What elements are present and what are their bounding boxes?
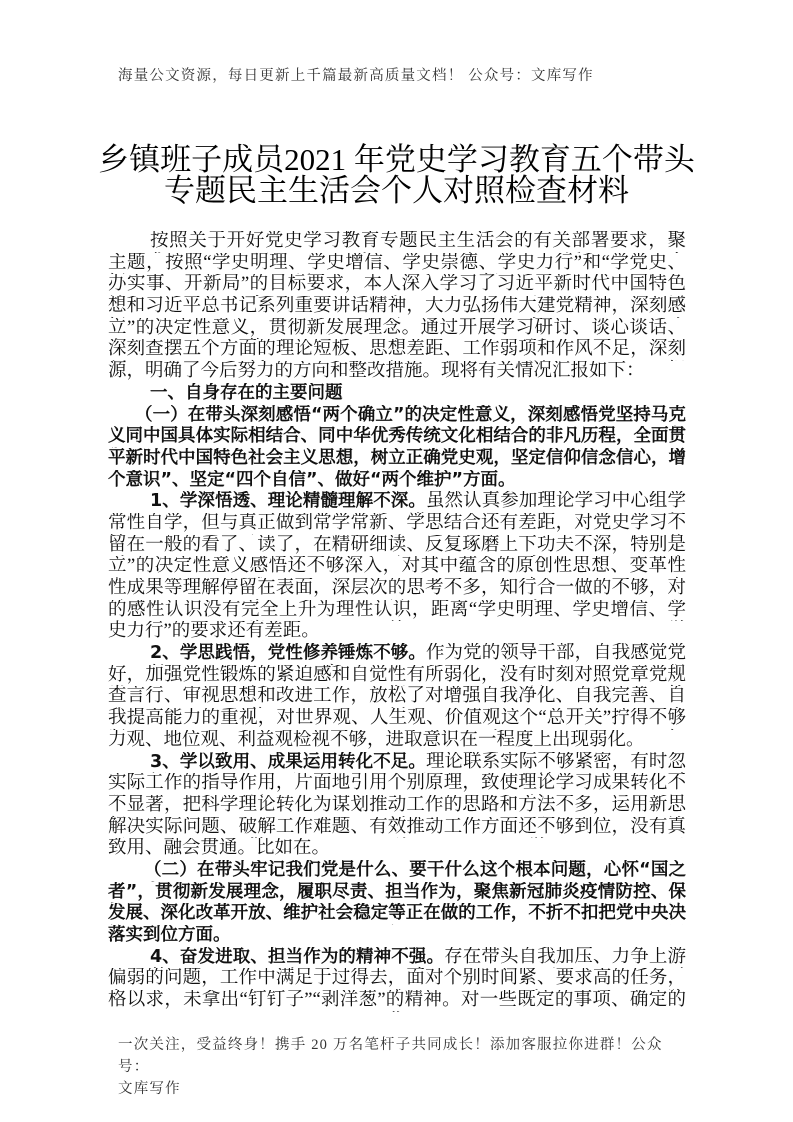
body-text: 理论联系实际不够紧密，有时忽 bbox=[425, 751, 686, 772]
bold-heading-text: 1、学深悟透、理论精髓理解不深。 bbox=[150, 491, 426, 512]
text-line bbox=[108, 274, 686, 296]
text-line bbox=[108, 947, 686, 969]
text-line bbox=[108, 752, 686, 774]
text-line bbox=[108, 253, 686, 275]
body-text: 我提高能力的重视，对世界观、人生观、价值观这个“总开关”拧得不够 bbox=[108, 708, 686, 729]
document-title-line-2: 专题民主生活会个人对照检查材料 bbox=[164, 173, 629, 208]
text-line bbox=[108, 968, 686, 990]
body-text: 致用、融会贯通。比如在。 bbox=[108, 838, 331, 859]
text-line bbox=[108, 361, 686, 383]
body-text: 实际工作的指导作用，片面地引用个别原理，致使理论学习成果转化不 bbox=[108, 773, 686, 794]
text-line bbox=[108, 838, 686, 860]
text-line bbox=[108, 578, 686, 600]
body-text: 想和习近平总书记系列重要讲话精神，大力弘扬伟大建党精神，深刻感 bbox=[108, 296, 686, 317]
text-line bbox=[108, 405, 686, 427]
text-line bbox=[108, 708, 686, 730]
text-line bbox=[108, 600, 686, 622]
bold-heading-text: 落实到位方面。 bbox=[108, 925, 231, 945]
body-text: 不显著，把科学理论转化为谋划推动工作的思路和方法不多，运用新思 bbox=[108, 794, 686, 815]
body-text: 主题，按照“学史明理、学史增信、学史崇德、学史力行”和“学党史、 bbox=[108, 252, 686, 273]
body-text: 常性自学，但与真正做到常学常新、学思结合还有差距，对党史学习不 bbox=[108, 512, 686, 533]
text-line bbox=[108, 730, 686, 752]
text-line bbox=[108, 621, 686, 643]
body-text: 作为党的领导干部，自我感觉党 bbox=[425, 643, 686, 664]
text-line bbox=[108, 448, 686, 470]
body-text: 偏弱的问题，工作中满足于过得去，面对个别时间紧、要求高的任务， bbox=[108, 968, 686, 989]
document-title-line-1: 乡镇班子成员2021 年党史学习教育五个带头 bbox=[98, 142, 695, 177]
body-text: 源，明确了今后努力的方向和整改措施。现将有关情况汇报如下： bbox=[108, 361, 645, 382]
bold-heading-text: 一、自身存在的主要问题 bbox=[150, 382, 343, 403]
text-line bbox=[108, 903, 686, 925]
page-header-promo: 海量公文资源，每日更新上千篇最新高质量文档！ 公众号：文库写作 bbox=[118, 68, 594, 84]
text-line bbox=[108, 535, 686, 557]
text-line bbox=[108, 383, 686, 405]
bold-heading-text: 者”，贯彻新发展理念，履职尽责、担当作为，聚焦新冠肺炎疫情防控、保 bbox=[108, 881, 686, 902]
text-line bbox=[108, 643, 686, 665]
text-line bbox=[108, 990, 686, 1012]
bold-heading-text: 平新时代中国特色社会主义思想，树立正确党史观，坚定信仰信念信心，增 bbox=[108, 447, 686, 468]
bold-heading-text: 4、奋发进取、担当作为的精神不强。 bbox=[150, 946, 445, 967]
bold-heading-text: （一）在带头深刻感悟“两个确立”的决定性意义，深刻感悟党坚持马克 bbox=[135, 404, 686, 425]
document-body bbox=[108, 231, 686, 1012]
text-line bbox=[108, 817, 686, 839]
text-line bbox=[108, 470, 686, 492]
body-text: 深刻查摆五个方面的理论短板、思想差距、工作弱项和作风不足，深刻 bbox=[108, 339, 686, 360]
text-line bbox=[108, 665, 686, 687]
footer-line: 一次关注，受益终身！携手 20 万名笔杆子共同成长！添加客服拉你进群！公众号： bbox=[118, 1037, 663, 1075]
text-line bbox=[108, 296, 686, 318]
body-text: 立”的决定性意义，贯彻新发展理念。通过开展学习研讨、谈心谈话、 bbox=[108, 317, 686, 338]
body-text: 留在一般的看了、读了，在精研细读、反复琢磨上下功夫不深，特别是 bbox=[108, 534, 686, 555]
body-text: 虽然认真参加理论学习中心组学 bbox=[425, 491, 686, 512]
bold-heading-text: 3、学以致用、成果运用转化不足。 bbox=[150, 751, 426, 772]
bold-heading-text: 2、学思践悟，党性修养锤炼不够。 bbox=[150, 643, 426, 664]
body-text: 的感性认识没有完全上升为理性认识，距离“学史明理、学史增信、学 bbox=[108, 599, 686, 620]
text-line bbox=[108, 513, 686, 535]
body-text: 解决实际问题、破解工作难题、有效推动工作方面还不够到位，没有真 bbox=[108, 816, 686, 837]
body-text: 力观、地位观、利益观检视不够，进取意识在一程度上出现弱化。 bbox=[108, 729, 645, 750]
text-line bbox=[108, 773, 686, 795]
text-line bbox=[108, 882, 686, 904]
bold-heading-text: （二）在带头牢记我们党是什么、要干什么这个根本问题，心怀“国之 bbox=[144, 859, 686, 880]
body-text: 存在带头自我加压、力争上游 bbox=[444, 946, 686, 967]
text-line bbox=[108, 318, 686, 340]
body-text: 办实事、开新局”的目标要求，本人深入学习了习近平新时代中国特色 bbox=[108, 274, 686, 295]
text-line bbox=[108, 860, 686, 882]
text-line bbox=[108, 491, 686, 513]
text-line bbox=[108, 426, 686, 448]
text-line bbox=[108, 556, 686, 578]
bold-heading-text: 义同中国具体实际相结合、同中华优秀传统文化相结合的非凡历程，全面贯 bbox=[108, 426, 686, 447]
body-text: 好，加强党性锻炼的紧迫感和自觉性有所弱化，没有时刻对照党章党规 bbox=[108, 664, 686, 685]
bold-heading-text: 发展、深化改革开放、维护社会稳定等正在做的工作，不折不扣把党中央决 bbox=[108, 903, 686, 924]
body-text: 查言行、审视思想和改进工作，放松了对增强自我净化、自我完善、自 bbox=[108, 686, 686, 707]
page-footer-promo bbox=[118, 1034, 688, 1100]
body-text: 立”的决定性意义感悟还不够深入，对其中蕴含的原创性思想、变革性 bbox=[108, 556, 686, 577]
bold-heading-text: 个意识”、坚定“四个自信”、做好“两个维护”方面。 bbox=[108, 469, 516, 490]
body-text: 性成果等理解停留在表面，深层次的思考不多，知行合一做的不够，对 bbox=[108, 578, 686, 598]
body-text: 按照关于开好党史学习教育专题民主生活会的有关部署要求，聚 bbox=[150, 231, 686, 251]
text-line bbox=[108, 795, 686, 817]
footer-line: 文库写作 bbox=[118, 1081, 181, 1097]
text-line bbox=[108, 231, 686, 253]
body-text: 史力行”的要求还有差距。 bbox=[108, 621, 320, 642]
text-line bbox=[108, 925, 686, 947]
text-line bbox=[108, 686, 686, 708]
text-line bbox=[108, 339, 686, 361]
body-text: 格以求，未拿出“钉钉子”“剥洋葱”的精神。对一些既定的事项、确定的 bbox=[108, 990, 686, 1011]
